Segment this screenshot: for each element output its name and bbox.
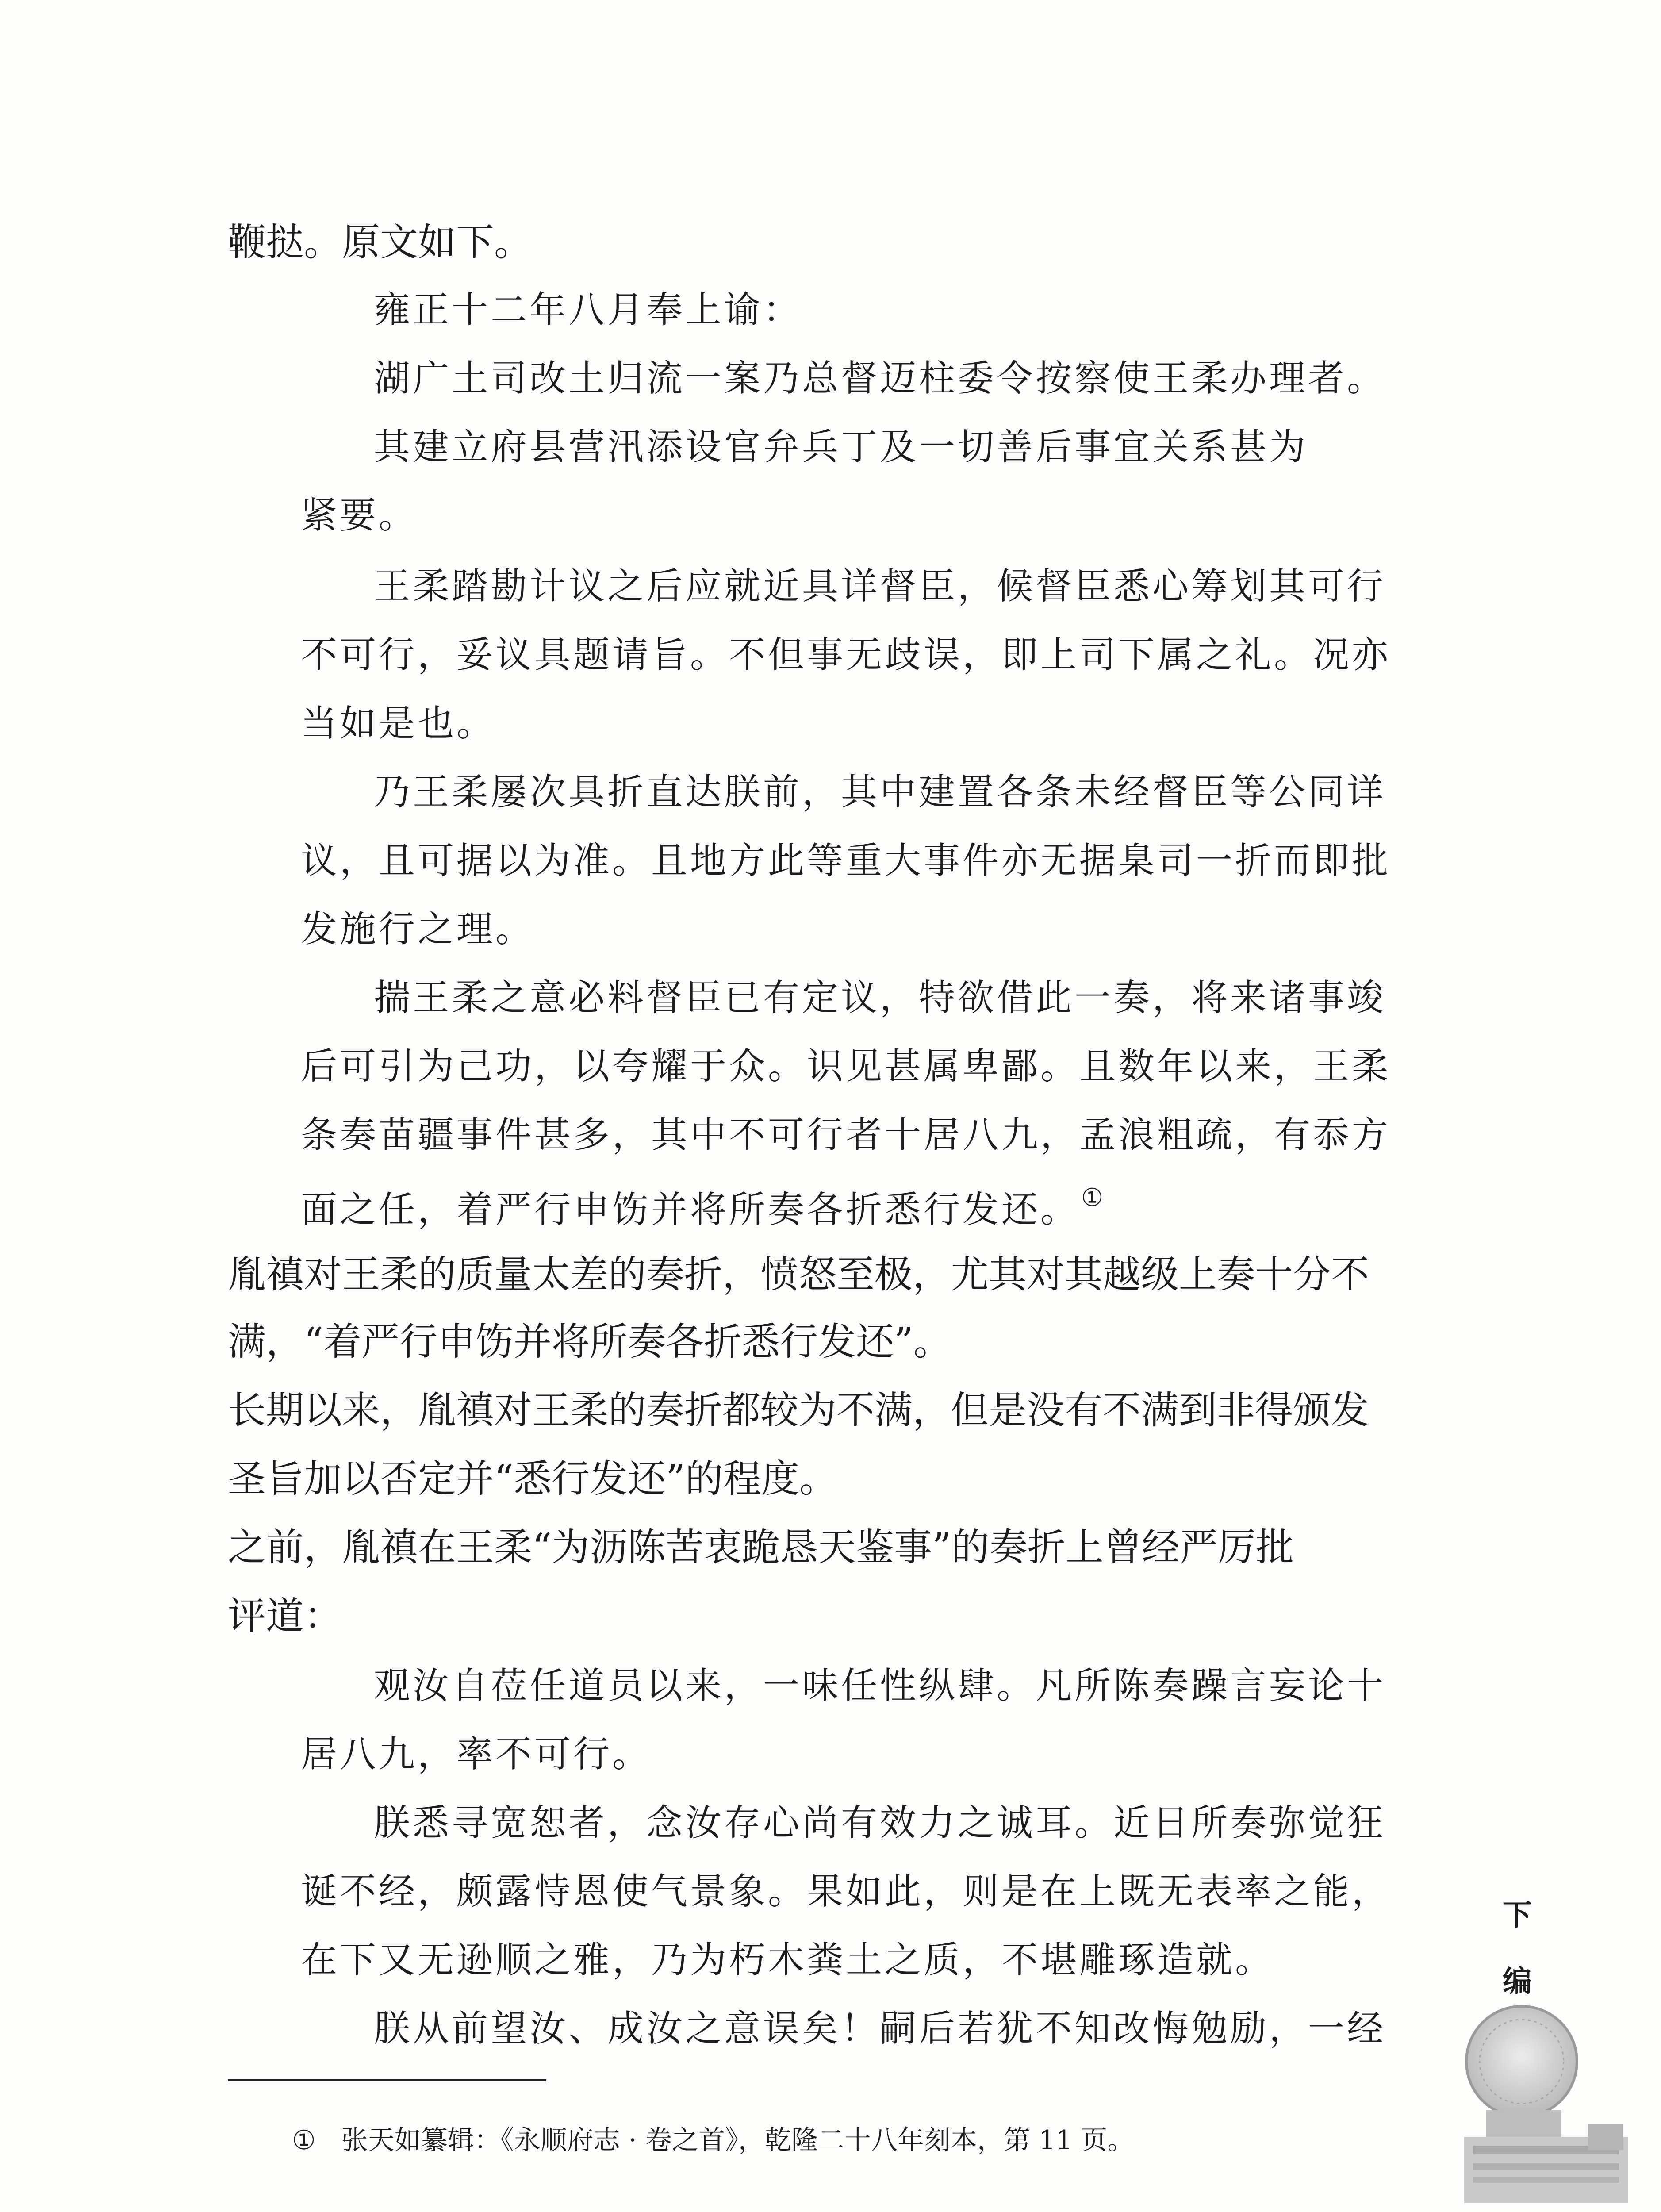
quote-line: 发施行之理。 (301, 908, 535, 950)
quote-text: 面之任，着严行申饬并将所奏各折悉行发还。 (301, 1189, 1080, 1231)
quote-intro-line: 雍正十二年八月奉上谕： (374, 289, 802, 331)
text-line: 满，“着严行申饬并将所奏各折悉行发还”。 (228, 1320, 951, 1364)
decorative-emblem-icon (1455, 1995, 1632, 2203)
footnote-reference[interactable]: ① (1081, 1183, 1106, 1212)
section-label-top: 下 (1503, 1897, 1532, 1932)
text-line: 圣旨加以否定并“悉行发还”的程度。 (228, 1457, 837, 1501)
quote-line: 揣王柔之意必料督臣已有定议，特欲借此一奏，将来诸事竣 (374, 977, 1386, 1019)
quote-line: 后可引为己功，以夸耀于众。识见甚属卑鄙。且数年以来，王柔 (301, 1045, 1391, 1087)
text-line: 评道： (228, 1594, 342, 1638)
quote-line: 诞不经，颇露恃恩使气景象。果如此，则是在上既无表率之能， (301, 1870, 1391, 1912)
quote-line: 乃王柔屡次具折直达朕前，其中建置各条未经督臣等公同详 (374, 771, 1386, 813)
quote-line: 朕悉寻宽恕者，念汝存心尚有效力之诚耳。近日所奏弥觉狂 (374, 1802, 1386, 1844)
quote-line: 不可行，妥议具题请旨。不但事无歧误，即上司下属之礼。况亦 (301, 634, 1391, 676)
quote-line: 当如是也。 (301, 703, 496, 745)
section-label-bottom: 编 (1503, 1964, 1532, 1998)
quote-line: 其建立府县营汛添设官弁兵丁及一切善后事宜关系甚为 (374, 426, 1308, 468)
quote-line: 在下又无逊顺之雅，乃为朽木粪土之质，不堪雕琢造就。 (301, 1939, 1274, 1981)
footnote-text: 张天如纂辑：《永顺府志 · 卷之首》，乾隆二十八年刻本，第 11 页。 (341, 2125, 1134, 2156)
text-line-1: 鞭挞。原文如下。 (228, 220, 532, 265)
quote-line: 朕从前望汝、成汝之意误矣！嗣后若犹不知改悔勉励，一经 (374, 2008, 1386, 2050)
quote-line: 王柔踏勘计议之后应就近具详督臣，候督臣悉心筹划其可行 (374, 565, 1386, 607)
footnote-separator (228, 2079, 546, 2081)
text-line: 长期以来，胤禛对王柔的奏折都较为不满，但是没有不满到非得颁发 (228, 1388, 1369, 1432)
quote-line: 议，且可据以为准。且地方此等重大事件亦无据臬司一折而即批 (301, 840, 1391, 882)
quote-line-with-note (301, 1183, 1106, 1231)
footnote-number: ① (292, 2125, 316, 2156)
quote-line: 观汝自莅任道员以来，一味任性纵肆。凡所陈奏躁言妄论十 (374, 1665, 1386, 1707)
quote-line: 紧要。 (301, 495, 418, 537)
text-line: 之前，胤禛在王柔“为沥陈苦衷跪恳天鉴事”的奏折上曾经严厉批 (228, 1525, 1294, 1570)
quote-line: 湖广土司改土归流一案乃总督迈柱委令按察使王柔办理者。 (374, 357, 1386, 399)
text-line: 胤禛对王柔的质量太差的奏折，愤怒至极，尤其对其越级上奏十分不 (228, 1252, 1369, 1297)
quote-line: 条奏苗疆事件甚多，其中不可行者十居八九，孟浪粗疏，有忝方 (301, 1114, 1391, 1156)
quote-line: 居八九，率不可行。 (301, 1733, 652, 1775)
footnote (292, 2119, 1134, 2157)
